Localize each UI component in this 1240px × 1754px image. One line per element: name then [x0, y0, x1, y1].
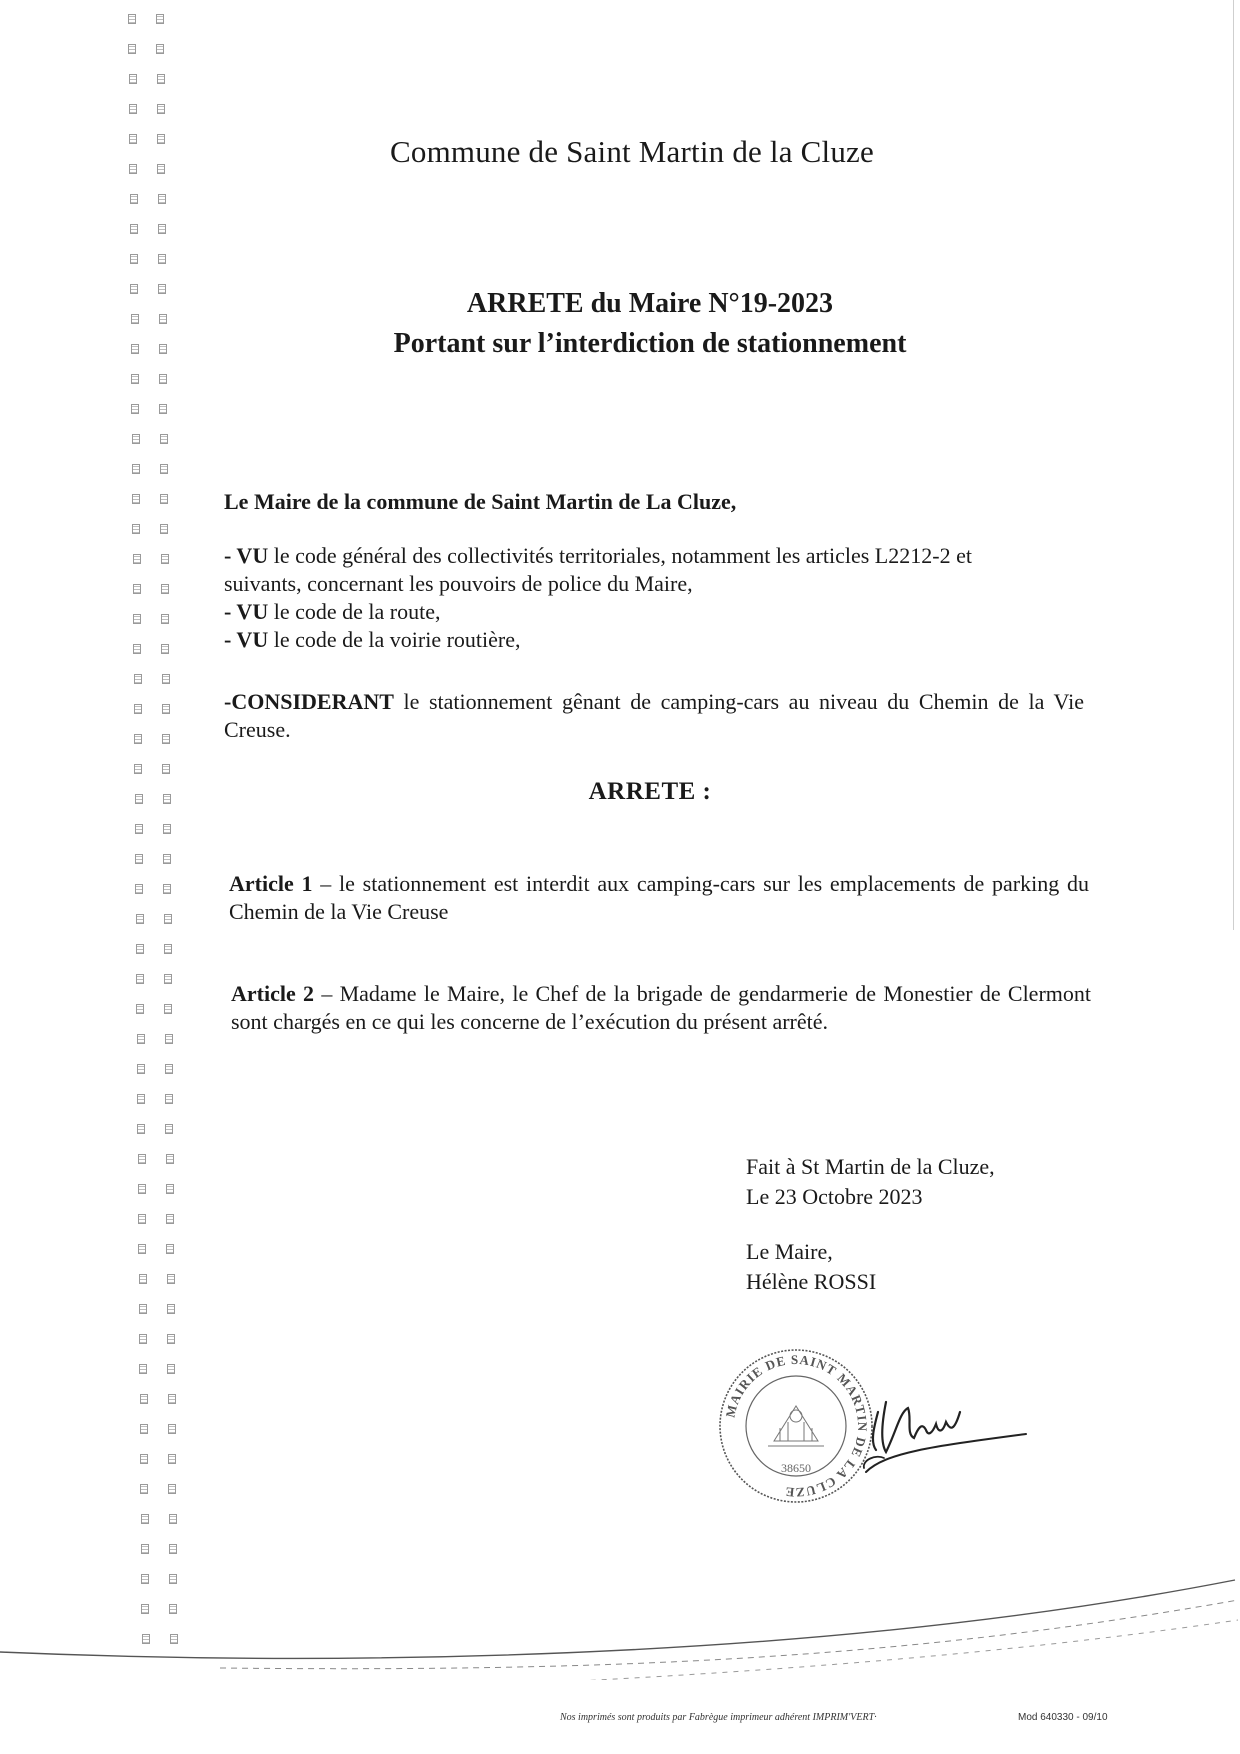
margin-mark	[140, 1484, 148, 1494]
margin-mark-row	[130, 224, 182, 236]
margin-mark	[129, 164, 137, 174]
margin-mark-row	[137, 1124, 189, 1136]
margin-mark	[166, 1154, 174, 1164]
margin-mark	[138, 1214, 146, 1224]
margin-mark-row	[136, 1004, 188, 1016]
vu-item	[224, 598, 1084, 626]
margin-mark	[131, 404, 139, 414]
vu-item	[224, 542, 1084, 570]
margin-mark-row	[141, 1514, 193, 1526]
margin-mark-row	[137, 1064, 189, 1076]
margin-mark-row	[134, 764, 186, 776]
margin-mark	[133, 554, 141, 564]
margin-mark-row	[136, 944, 188, 956]
vu-text: le code de la voirie routière,	[268, 627, 521, 652]
mayor-intro: Le Maire de la commune de Saint Martin de La Cluze,	[224, 489, 737, 514]
margin-mark	[140, 1424, 148, 1434]
margin-mark-row	[134, 734, 186, 746]
margin-mark	[136, 914, 144, 924]
margin-mark	[168, 1484, 176, 1494]
margin-mark	[162, 704, 170, 714]
margin-mark	[136, 944, 144, 954]
vu-item	[224, 570, 1084, 598]
margin-mark	[130, 194, 138, 204]
margin-mark	[163, 824, 171, 834]
stamp-emblem	[768, 1406, 824, 1446]
margin-mark	[136, 974, 144, 984]
margin-mark	[164, 914, 172, 924]
margin-mark	[162, 674, 170, 684]
margin-mark	[130, 254, 138, 264]
margin-mark-row	[135, 824, 187, 836]
considerant-text: le stationnement gênant de camping-cars au niveau du Chemin de la Vie Creuse.	[224, 689, 1084, 742]
signatory-role: Le Maire,	[746, 1239, 833, 1264]
margin-mark-row	[141, 1544, 193, 1556]
perforation-margin	[128, 14, 188, 1654]
margin-mark-row	[135, 884, 187, 896]
margin-mark	[137, 1064, 145, 1074]
margin-mark	[165, 1124, 173, 1134]
margin-mark	[165, 1034, 173, 1044]
margin-mark-row	[139, 1274, 191, 1286]
margin-mark	[139, 1274, 147, 1284]
margin-mark	[133, 584, 141, 594]
margin-mark-row	[136, 914, 188, 926]
margin-mark	[161, 554, 169, 564]
margin-mark-row	[138, 1244, 190, 1256]
margin-mark-row	[131, 404, 183, 416]
margin-mark	[169, 1514, 177, 1524]
margin-mark	[161, 614, 169, 624]
margin-mark-row	[135, 854, 187, 866]
svg-text:MAIRIE DE SAINT MARTIN DE LA C	[722, 1352, 870, 1500]
margin-mark	[138, 1184, 146, 1194]
signature-place: Fait à St Martin de la Cluze,	[746, 1154, 995, 1179]
margin-mark	[137, 1034, 145, 1044]
margin-mark	[139, 1304, 147, 1314]
vu-prefix: - VU	[224, 599, 269, 624]
margin-mark	[135, 824, 143, 834]
vu-prefix: - VU	[224, 543, 269, 568]
margin-mark	[158, 194, 166, 204]
vu-item	[224, 626, 1084, 654]
article-2	[231, 980, 1091, 1036]
margin-mark	[161, 584, 169, 594]
decree-subtitle: Portant sur l’interdiction de stationnement	[393, 328, 907, 359]
margin-mark-row	[140, 1484, 192, 1496]
margin-mark	[139, 1364, 147, 1374]
margin-mark-row	[133, 554, 185, 566]
margin-mark	[135, 884, 143, 894]
margin-mark	[132, 434, 140, 444]
margin-mark-row	[133, 584, 185, 596]
margin-mark-row	[139, 1364, 191, 1376]
margin-mark	[156, 44, 164, 54]
margin-mark	[141, 1544, 149, 1554]
margin-mark	[137, 1094, 145, 1104]
margin-mark-row	[138, 1214, 190, 1226]
margin-mark	[157, 104, 165, 114]
margin-mark-row	[140, 1394, 192, 1406]
margin-mark	[138, 1154, 146, 1164]
margin-mark	[164, 974, 172, 984]
margin-mark-row	[137, 1094, 189, 1106]
margin-mark	[139, 1334, 147, 1344]
vu-text: le code de la route,	[268, 599, 441, 624]
margin-mark-row	[131, 374, 183, 386]
margin-mark	[166, 1184, 174, 1194]
margin-mark	[134, 764, 142, 774]
stamp-text: MAIRIE DE SAINT MARTIN DE LA CLUZE	[722, 1351, 871, 1501]
margin-mark-row	[138, 1154, 190, 1166]
margin-mark	[158, 224, 166, 234]
margin-mark	[169, 1544, 177, 1554]
margin-mark	[167, 1274, 175, 1284]
margin-mark	[164, 944, 172, 954]
margin-mark	[157, 134, 165, 144]
margin-mark-row	[134, 704, 186, 716]
margin-mark	[168, 1424, 176, 1434]
margin-mark-row	[129, 74, 181, 86]
article-text: – Madame le Maire, le Chef de la brigade de gendarmerie de Monestier de Clermont sont chargés en ce qui les concerne de l’exécution du présent arrêté.	[231, 981, 1091, 1034]
margin-mark-row	[132, 494, 184, 506]
margin-mark	[138, 1244, 146, 1254]
margin-mark	[166, 1214, 174, 1224]
official-stamp	[716, 1346, 876, 1506]
margin-mark	[167, 1304, 175, 1314]
margin-mark	[163, 884, 171, 894]
margin-mark-row	[129, 164, 181, 176]
margin-mark	[133, 614, 141, 624]
signature-date: Le 23 Octobre 2023	[746, 1184, 923, 1209]
article-label: Article 2	[231, 981, 315, 1006]
margin-mark	[157, 74, 165, 84]
margin-mark-row	[132, 434, 184, 446]
margin-mark	[140, 1394, 148, 1404]
margin-mark	[134, 704, 142, 714]
margin-mark	[168, 1454, 176, 1464]
considerant-label: -CONSIDERANT	[224, 689, 394, 714]
signature-place-date	[746, 1152, 995, 1212]
margin-mark	[129, 74, 137, 84]
margin-mark	[141, 1514, 149, 1524]
margin-mark	[163, 854, 171, 864]
margin-mark	[132, 464, 140, 474]
margin-mark-row	[129, 134, 181, 146]
margin-mark	[134, 674, 142, 684]
margin-mark-row	[129, 104, 181, 116]
margin-mark	[159, 404, 167, 414]
margin-mark-row	[139, 1334, 191, 1346]
margin-mark-row	[140, 1454, 192, 1466]
margin-mark-row	[137, 1034, 189, 1046]
margin-mark	[168, 1394, 176, 1404]
signatory-name: Hélène ROSSI	[746, 1269, 877, 1294]
margin-mark	[136, 1004, 144, 1014]
margin-mark	[165, 1094, 173, 1104]
margin-mark-row	[128, 44, 180, 56]
decree-title: ARRETE du Maire N°19-2023	[466, 288, 834, 319]
vu-prefix: - VU	[224, 627, 269, 652]
article-1	[229, 870, 1089, 926]
margin-mark	[140, 1454, 148, 1464]
margin-mark	[157, 164, 165, 174]
margin-mark-row	[136, 974, 188, 986]
arrete-heading: ARRETE :	[588, 778, 712, 805]
margin-mark	[160, 494, 168, 504]
margin-mark-row	[139, 1304, 191, 1316]
margin-mark	[167, 1334, 175, 1344]
margin-mark	[128, 14, 136, 24]
signatory	[746, 1237, 876, 1297]
margin-mark	[129, 134, 137, 144]
margin-mark	[160, 434, 168, 444]
vu-list	[224, 542, 1084, 654]
article-label: Article 1	[229, 871, 313, 896]
commune-header: Commune de Saint Martin de la Cluze	[390, 134, 874, 169]
margin-mark	[167, 1364, 175, 1374]
margin-mark	[131, 374, 139, 384]
margin-mark	[130, 224, 138, 234]
margin-mark	[133, 644, 141, 654]
margin-mark	[159, 374, 167, 384]
margin-mark	[160, 464, 168, 474]
margin-mark-row	[128, 14, 180, 26]
margin-mark	[162, 764, 170, 774]
margin-mark-row	[132, 464, 184, 476]
margin-mark	[161, 644, 169, 654]
margin-mark-row	[130, 194, 182, 206]
page-curl-lines	[0, 1560, 1240, 1680]
margin-mark-row	[140, 1424, 192, 1436]
form-code: Mod 640330 - 09/10	[1018, 1712, 1108, 1723]
considerant-paragraph	[224, 688, 1084, 744]
article-text: – le stationnement est interdit aux camping-cars sur les emplacements de parking du Chemin de la Vie Creuse	[229, 871, 1089, 924]
margin-mark	[134, 734, 142, 744]
margin-mark	[132, 524, 140, 534]
margin-mark	[166, 1244, 174, 1254]
margin-mark-row	[132, 524, 184, 536]
stamp-postcode: 38650	[781, 1461, 811, 1475]
margin-mark	[156, 14, 164, 24]
margin-mark-row	[133, 614, 185, 626]
margin-mark-row	[130, 254, 182, 266]
margin-mark	[128, 44, 136, 54]
margin-mark	[164, 1004, 172, 1014]
margin-mark-row	[133, 644, 185, 656]
margin-mark	[165, 1064, 173, 1074]
margin-mark	[158, 254, 166, 264]
margin-mark	[162, 734, 170, 744]
margin-mark	[135, 854, 143, 864]
margin-mark	[160, 524, 168, 534]
handwritten-signature	[856, 1372, 1036, 1482]
margin-mark	[129, 104, 137, 114]
margin-mark	[137, 1124, 145, 1134]
vu-text: le code général des collectivités territoriales, notamment les articles L2212-2 et	[268, 543, 972, 568]
margin-mark-row	[138, 1184, 190, 1196]
printer-footer: Nos imprimés sont produits par Fabrègue imprimeur adhérent IMPRIM'VERT·	[560, 1712, 877, 1723]
margin-mark	[132, 494, 140, 504]
margin-mark-row	[134, 674, 186, 686]
vu-text: suivants, concernant les pouvoirs de police du Maire,	[224, 571, 693, 596]
